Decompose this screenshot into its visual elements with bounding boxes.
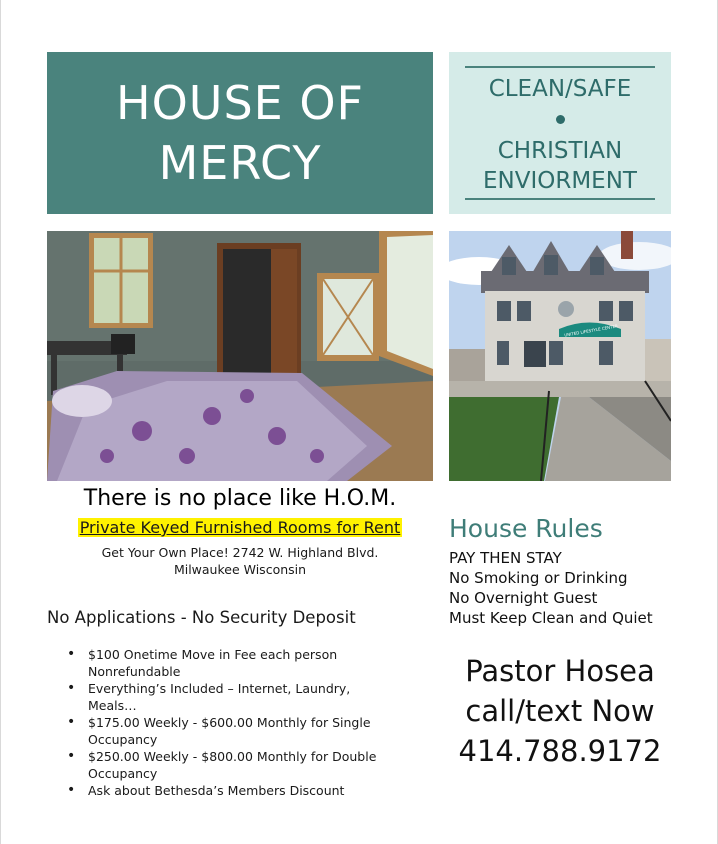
contact-phone[interactable]: 414.788.9172: [458, 734, 662, 768]
rule-item: No Smoking or Drinking: [449, 569, 628, 587]
tag-clean-safe: CLEAN/SAFE: [488, 76, 632, 102]
address-line-2: Milwaukee Wisconsin: [173, 562, 307, 577]
list-item: • Ask about Bethesda’s Members Discount: [67, 782, 387, 799]
title-line-1: HOUSE OF: [115, 76, 365, 130]
bullet-dot: [556, 115, 565, 124]
house-rules-list: [449, 548, 653, 628]
tagline: There is no place like H.O.M.: [83, 486, 397, 511]
bedroom-photo: [47, 231, 433, 481]
divider-top: [465, 66, 655, 68]
tag-christian-environment: [449, 136, 671, 196]
no-applications-heading: No Applications - No Security Deposit: [47, 608, 356, 627]
contact-action: call/text Now: [465, 694, 655, 728]
rooms-for-rent: [47, 518, 433, 537]
rule-item: Must Keep Clean and Quiet: [449, 609, 653, 627]
tag-line-christian: CHRISTIAN: [497, 138, 623, 164]
fee-list: [67, 646, 387, 799]
list-item: • $175.00 Weekly - $600.00 Monthly for Single Occupancy: [67, 714, 387, 748]
house-sign: UNITED LIFESTYLE CENTER: [563, 323, 619, 338]
address: [47, 544, 433, 578]
list-item: • $100 Onetime Move in Fee each person Nonrefundable: [67, 646, 387, 680]
address-line-1: Get Your Own Place! 2742 W. Highland Blvd.: [101, 545, 379, 560]
list-item: • Everything’s Included – Internet, Laundry, Meals…: [67, 680, 387, 714]
title-banner: [47, 52, 433, 214]
tagline-box: [449, 52, 671, 214]
rule-item: PAY THEN STAY: [449, 549, 562, 567]
contact-block: [449, 651, 671, 771]
house-photo: [449, 231, 671, 481]
contact-name: Pastor Hosea: [465, 654, 655, 688]
tag-line-enviorment: ENVIORMENT: [483, 168, 637, 194]
title-line-2: MERCY: [158, 136, 322, 190]
divider-bottom: [465, 198, 655, 200]
rooms-for-rent-text: Private Keyed Furnished Rooms for Rent: [79, 518, 401, 537]
list-item: • $250.00 Weekly - $800.00 Monthly for Double Occupancy: [67, 748, 387, 782]
house-rules-heading: House Rules: [449, 514, 603, 543]
rule-item: No Overnight Guest: [449, 589, 598, 607]
